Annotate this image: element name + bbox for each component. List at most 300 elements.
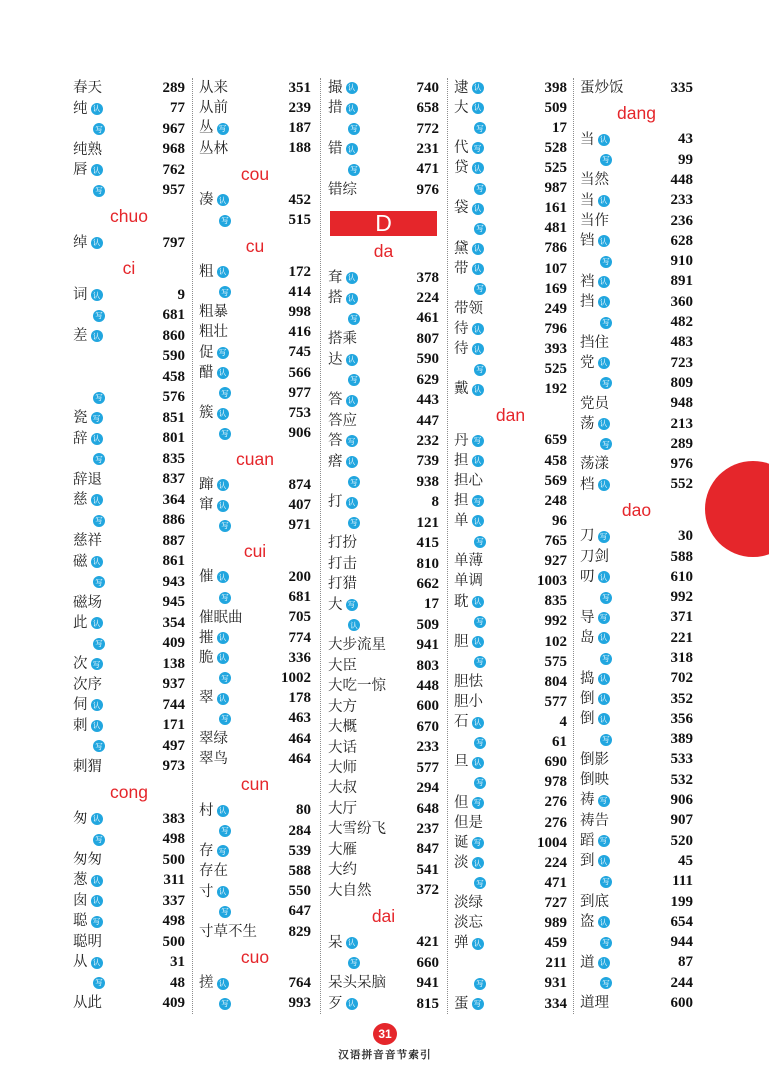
entry-word: 瘩: [328, 453, 343, 470]
write-icon: 写: [93, 740, 105, 752]
index-entry: [73, 490, 185, 511]
entry-page-number: 364: [162, 491, 185, 508]
index-entry: [199, 709, 311, 729]
syllable-heading: dan: [495, 404, 526, 425]
entry-word: 伺: [73, 697, 88, 714]
section-tab-marker: [705, 461, 769, 557]
write-icon: 写: [600, 937, 612, 949]
entry-page-number: 662: [416, 575, 439, 592]
entry-page-number: 753: [288, 405, 311, 422]
entry-page-number: 629: [416, 371, 439, 388]
entry-word: 簇: [199, 405, 214, 422]
entry-word: 大厅: [328, 800, 357, 817]
entry-page-number: 807: [416, 330, 439, 347]
entry-page-number: 539: [288, 842, 311, 859]
write-icon: 写: [219, 906, 231, 918]
syllable-heading: cui: [243, 540, 267, 561]
write-icon: 写: [93, 392, 105, 404]
entry-page-number: 107: [544, 260, 567, 277]
entry-page-number: 409: [162, 635, 185, 652]
entry-word: 耷: [328, 269, 343, 286]
entry-page-number: 351: [288, 79, 311, 96]
write-icon: 写: [348, 313, 360, 325]
write-icon: 写: [93, 576, 105, 588]
entry-word: 当然: [580, 172, 609, 189]
entry-word: 打: [328, 494, 343, 511]
index-entry: [199, 78, 311, 98]
entry-page-number: 575: [544, 653, 567, 670]
entry-page-number: 497: [162, 737, 185, 754]
index-entry: [199, 516, 311, 536]
entry-word: 倒: [580, 711, 595, 728]
index-entry: [328, 119, 439, 139]
entry-word: 刺猬: [73, 758, 102, 775]
entry-word: 答: [328, 392, 343, 409]
index-entry: [580, 912, 693, 932]
entry-page-number: 96: [552, 512, 567, 529]
index-entry: [73, 552, 185, 573]
entry-word: 差: [73, 328, 88, 345]
entry-page-number: 447: [416, 412, 439, 429]
index-entry: [580, 272, 693, 292]
entry-page-number: 452: [288, 191, 311, 208]
write-icon: 写: [91, 412, 103, 424]
write-icon: 写: [219, 215, 231, 227]
index-entry: [328, 860, 439, 880]
write-icon: 写: [93, 453, 105, 465]
entry-word: 导: [580, 609, 595, 626]
entry-page-number: 415: [416, 535, 439, 552]
index-entry: [580, 669, 693, 689]
entry-page-number: 43: [678, 131, 693, 148]
entry-word: 搭乘: [328, 331, 357, 348]
entry-page-number: 1002: [281, 669, 311, 686]
index-entry: [454, 471, 567, 491]
recognize-icon: 认: [91, 237, 103, 249]
index-entry: [73, 572, 185, 593]
index-entry: [454, 773, 567, 793]
column-divider: [320, 78, 321, 1014]
index-entry: [73, 347, 185, 368]
entry-page-number: 372: [416, 882, 439, 899]
entry-page-number: 336: [288, 649, 311, 666]
entry-page-number: 998: [288, 304, 311, 321]
entry-page-number: 860: [162, 327, 185, 344]
index-entry: [73, 634, 185, 655]
entry-page-number: 690: [544, 754, 567, 771]
entry-word: 打猎: [328, 576, 357, 593]
index-entry: [199, 118, 311, 138]
entry-page-number: 948: [670, 395, 693, 412]
entry-page-number: 835: [544, 593, 567, 610]
entry-word: 纯: [73, 100, 88, 117]
entry-word: 葱: [73, 872, 88, 889]
index-entry: [580, 333, 693, 353]
entry-word: 旦: [454, 754, 469, 771]
entry-page-number: 610: [670, 568, 693, 585]
index-entry: [454, 833, 567, 853]
entry-page-number: 463: [288, 710, 311, 727]
write-icon: 写: [217, 123, 229, 135]
index-entry: [454, 179, 567, 199]
write-icon: 写: [219, 998, 231, 1010]
recognize-icon: 认: [598, 571, 610, 583]
index-entry: [454, 572, 567, 592]
recognize-icon: 认: [472, 938, 484, 950]
entry-word: 当: [580, 192, 595, 209]
entry-page-number: 943: [162, 573, 185, 590]
entry-page-number: 138: [162, 655, 185, 672]
index-entry: [73, 891, 185, 912]
entry-page-number: 318: [670, 650, 693, 666]
index-entry: [580, 191, 693, 211]
entry-page-number: 187: [288, 120, 311, 137]
write-icon: 写: [600, 154, 612, 166]
recognize-icon: 认: [598, 693, 610, 705]
entry-page-number: 647: [288, 903, 311, 920]
index-entry: [328, 953, 439, 973]
entry-page-number: 976: [416, 181, 439, 198]
index-entry: [199, 974, 311, 994]
entry-page-number: 941: [416, 637, 439, 654]
index-entry: [580, 750, 693, 770]
entry-page-number: 804: [544, 673, 567, 690]
entry-page-number: 977: [288, 384, 311, 401]
index-entry: [199, 139, 311, 159]
entry-page-number: 588: [288, 863, 311, 880]
index-entry: [580, 608, 693, 628]
recognize-icon: 认: [472, 323, 484, 335]
index-entry: [454, 652, 567, 672]
entry-word: 党: [580, 354, 595, 371]
index-entry: [199, 343, 311, 363]
entry-word: 代: [454, 140, 469, 157]
index-entry: [328, 390, 439, 410]
entry-page-number: 987: [544, 180, 567, 197]
index-column: [580, 78, 693, 1014]
entry-word: 待: [454, 341, 469, 358]
entry-word: 慈祥: [73, 533, 102, 550]
entry-page-number: 976: [670, 456, 693, 473]
entry-word: 大雁: [328, 841, 357, 858]
index-entry: [328, 738, 439, 758]
entry-word: 裆: [580, 273, 595, 290]
index-entry: [454, 431, 567, 451]
entry-page-number: 576: [162, 389, 185, 406]
write-icon: 写: [93, 977, 105, 989]
recognize-icon: 认: [472, 203, 484, 215]
write-icon: 写: [472, 495, 484, 507]
entry-word: 刀: [580, 528, 595, 545]
recognize-icon: 认: [91, 330, 103, 342]
write-icon: 写: [346, 435, 358, 447]
index-entry: [580, 689, 693, 709]
entry-page-number: 248: [544, 492, 567, 509]
recognize-icon: 认: [598, 296, 610, 308]
entry-word: 单: [454, 513, 469, 530]
recognize-icon: 认: [598, 957, 610, 969]
entry-word: 从: [73, 954, 88, 971]
index-entry: [73, 470, 185, 491]
recognize-icon: 认: [91, 164, 103, 176]
write-icon: 写: [474, 737, 486, 749]
entry-page-number: 289: [670, 435, 693, 452]
index-entry: [199, 210, 311, 230]
index-entry: [580, 851, 693, 871]
entry-page-number: 847: [416, 841, 439, 858]
entry-page-number: 660: [416, 954, 439, 971]
index-entry: [328, 288, 439, 308]
entry-page-number: 383: [162, 810, 185, 827]
entry-page-number: 801: [162, 430, 185, 447]
entry-page-number: 356: [670, 710, 693, 727]
entry-word: 逮: [454, 79, 469, 96]
index-entry: [199, 861, 311, 881]
entry-word: 淡忘: [454, 915, 483, 932]
write-icon: 写: [598, 795, 610, 807]
entry-word: 但是: [454, 814, 483, 831]
entry-page-number: 416: [288, 324, 311, 341]
index-entry: [580, 434, 693, 454]
entry-page-number: 552: [670, 476, 693, 493]
entry-word: 胆小: [454, 694, 483, 711]
entry-page-number: 851: [162, 409, 185, 426]
index-entry: [454, 339, 567, 359]
write-icon: 写: [219, 387, 231, 399]
entry-word: 荡漾: [580, 456, 609, 473]
index-entry: [199, 587, 311, 607]
entry-page-number: 528: [544, 139, 567, 156]
recognize-icon: 认: [91, 699, 103, 711]
entry-page-number: 224: [416, 290, 439, 307]
index-entry: [328, 799, 439, 819]
entry-page-number: 906: [670, 792, 693, 809]
entry-word: 匆匆: [73, 851, 102, 868]
index-entry: [328, 329, 439, 349]
recognize-icon: 认: [346, 103, 358, 115]
entry-word: 大: [454, 99, 469, 116]
entry-word: 档: [580, 476, 595, 493]
entry-page-number: 371: [670, 609, 693, 626]
entry-page-number: 221: [670, 629, 693, 646]
index-entry: [454, 78, 567, 98]
entry-word: 粗: [199, 263, 214, 280]
index-entry: [580, 373, 693, 393]
entry-page-number: 809: [670, 374, 693, 391]
index-entry: [328, 881, 439, 901]
recognize-icon: 认: [217, 652, 229, 664]
index-entry: [580, 730, 693, 750]
entry-page-number: 525: [544, 361, 567, 378]
index-entry: [199, 363, 311, 383]
entry-page-number: 927: [544, 553, 567, 570]
entry-page-number: 334: [544, 995, 567, 1012]
recognize-icon: 认: [217, 500, 229, 512]
write-icon: 写: [474, 877, 486, 889]
write-icon: 写: [219, 428, 231, 440]
index-entry: [328, 533, 439, 553]
recognize-icon: 认: [346, 143, 358, 155]
entry-word: 措: [328, 100, 343, 117]
index-entry: [328, 309, 439, 329]
recognize-icon: 认: [217, 805, 229, 817]
index-entry: [73, 736, 185, 757]
entry-page-number: 945: [162, 594, 185, 611]
recognize-icon: 认: [217, 479, 229, 491]
entry-page-number: 61: [552, 734, 567, 751]
entry-word: 催: [199, 569, 214, 586]
entry-word: 匆: [73, 810, 88, 827]
entry-page-number: 1004: [537, 834, 567, 851]
entry-word: 袋: [454, 200, 469, 217]
recognize-icon: 认: [346, 293, 358, 305]
index-entry: [580, 872, 693, 892]
write-icon: 写: [93, 310, 105, 322]
entry-page-number: 45: [678, 852, 693, 869]
entry-word: 寸草不生: [199, 923, 257, 940]
index-entry: [328, 554, 439, 574]
index-entry: [328, 350, 439, 370]
entry-page-number: 236: [670, 212, 693, 229]
entry-word: 大: [328, 596, 343, 613]
write-icon: 写: [346, 599, 358, 611]
write-icon: 写: [472, 435, 484, 447]
entry-page-number: 233: [670, 192, 693, 209]
syllable-heading: dang: [617, 103, 656, 124]
entry-page-number: 509: [416, 616, 439, 633]
entry-page-number: 515: [288, 212, 311, 229]
entry-word: 大话: [328, 739, 357, 756]
index-entry: [580, 567, 693, 587]
index-entry: [454, 994, 567, 1014]
index-entry: [454, 793, 567, 813]
entry-word: 刺: [73, 717, 88, 734]
recognize-icon: 认: [217, 632, 229, 644]
entry-page-number: 448: [670, 172, 693, 188]
entry-word: 大自然: [328, 882, 372, 899]
index-entry: [580, 790, 693, 810]
entry-word: 大方: [328, 698, 357, 715]
index-entry: [454, 158, 567, 178]
entry-page-number: 352: [670, 690, 693, 707]
write-icon: 写: [598, 835, 610, 847]
column-divider: [573, 78, 574, 1014]
index-entry: [454, 259, 567, 279]
entry-page-number: 906: [288, 425, 311, 442]
write-icon: 写: [93, 515, 105, 527]
write-icon: 写: [598, 612, 610, 624]
index-columns: [0, 78, 769, 1014]
entry-page-number: 938: [416, 473, 439, 490]
recognize-icon: 认: [598, 855, 610, 867]
entry-page-number: 886: [162, 512, 185, 529]
index-entry: [454, 853, 567, 873]
entry-word: 此: [73, 615, 88, 632]
entry-word: 盗: [580, 914, 595, 931]
entry-word: 从前: [199, 100, 228, 117]
index-entry: [328, 595, 439, 615]
syllable-heading: dao: [621, 500, 652, 521]
entry-page-number: 1003: [537, 573, 567, 590]
recognize-icon: 认: [346, 82, 358, 94]
entry-word: 搭: [328, 290, 343, 307]
entry-page-number: 681: [288, 589, 311, 606]
write-icon: 写: [474, 283, 486, 295]
entry-word: 从此: [73, 995, 102, 1012]
red-circle-tab: [705, 461, 769, 557]
index-entry: [199, 801, 311, 821]
entry-page-number: 294: [416, 780, 439, 797]
entry-page-number: 102: [544, 633, 567, 650]
entry-page-number: 199: [670, 893, 693, 910]
index-entry: [73, 285, 185, 306]
recognize-icon: 认: [217, 408, 229, 420]
entry-word: 窜: [199, 497, 214, 514]
entry-page-number: 891: [670, 273, 693, 290]
entry-word: 催眠曲: [199, 609, 243, 626]
recognize-icon: 认: [217, 367, 229, 379]
write-icon: 写: [474, 978, 486, 990]
entry-page-number: 335: [670, 79, 693, 96]
entry-page-number: 192: [544, 381, 567, 398]
index-entry: [454, 552, 567, 572]
index-entry: [73, 654, 185, 675]
recognize-icon: 认: [346, 998, 358, 1010]
entry-page-number: 161: [544, 200, 567, 217]
index-entry: [580, 455, 693, 475]
entry-word: 石: [454, 714, 469, 731]
entry-word: 胆: [454, 633, 469, 650]
entry-page-number: 407: [288, 497, 311, 514]
index-entry: [199, 424, 311, 444]
index-entry: [199, 821, 311, 841]
index-entry: [328, 139, 439, 159]
recognize-icon: 认: [598, 673, 610, 685]
write-icon: 写: [600, 876, 612, 888]
entry-page-number: 77: [170, 100, 185, 117]
entry-word: 大步流星: [328, 637, 386, 654]
index-entry: [73, 850, 185, 871]
entry-word: 翠: [199, 690, 214, 707]
entry-word: 蛋炒饭: [580, 79, 624, 96]
entry-word: 翠鸟: [199, 751, 228, 768]
index-entry: [580, 353, 693, 373]
write-icon: 写: [600, 438, 612, 450]
entry-page-number: 9: [177, 286, 185, 303]
entry-page-number: 910: [670, 253, 693, 270]
index-entry: [454, 279, 567, 299]
entry-page-number: 944: [670, 934, 693, 951]
entry-page-number: 276: [544, 794, 567, 811]
write-icon: 写: [91, 916, 103, 928]
entry-word: 春天: [73, 80, 102, 96]
index-entry: [199, 190, 311, 210]
index-entry: [454, 219, 567, 239]
write-icon: 写: [348, 957, 360, 969]
entry-page-number: 744: [162, 696, 185, 713]
entry-page-number: 244: [670, 974, 693, 991]
entry-word: 淡: [454, 855, 469, 872]
index-entry: [328, 493, 439, 513]
entry-page-number: 978: [544, 774, 567, 791]
recognize-icon: 认: [346, 456, 358, 468]
index-entry: [580, 892, 693, 912]
entry-word: 丛: [199, 120, 214, 137]
index-entry: [199, 902, 311, 922]
recognize-icon: 认: [346, 272, 358, 284]
index-entry: [199, 922, 311, 942]
entry-word: 大概: [328, 719, 357, 736]
